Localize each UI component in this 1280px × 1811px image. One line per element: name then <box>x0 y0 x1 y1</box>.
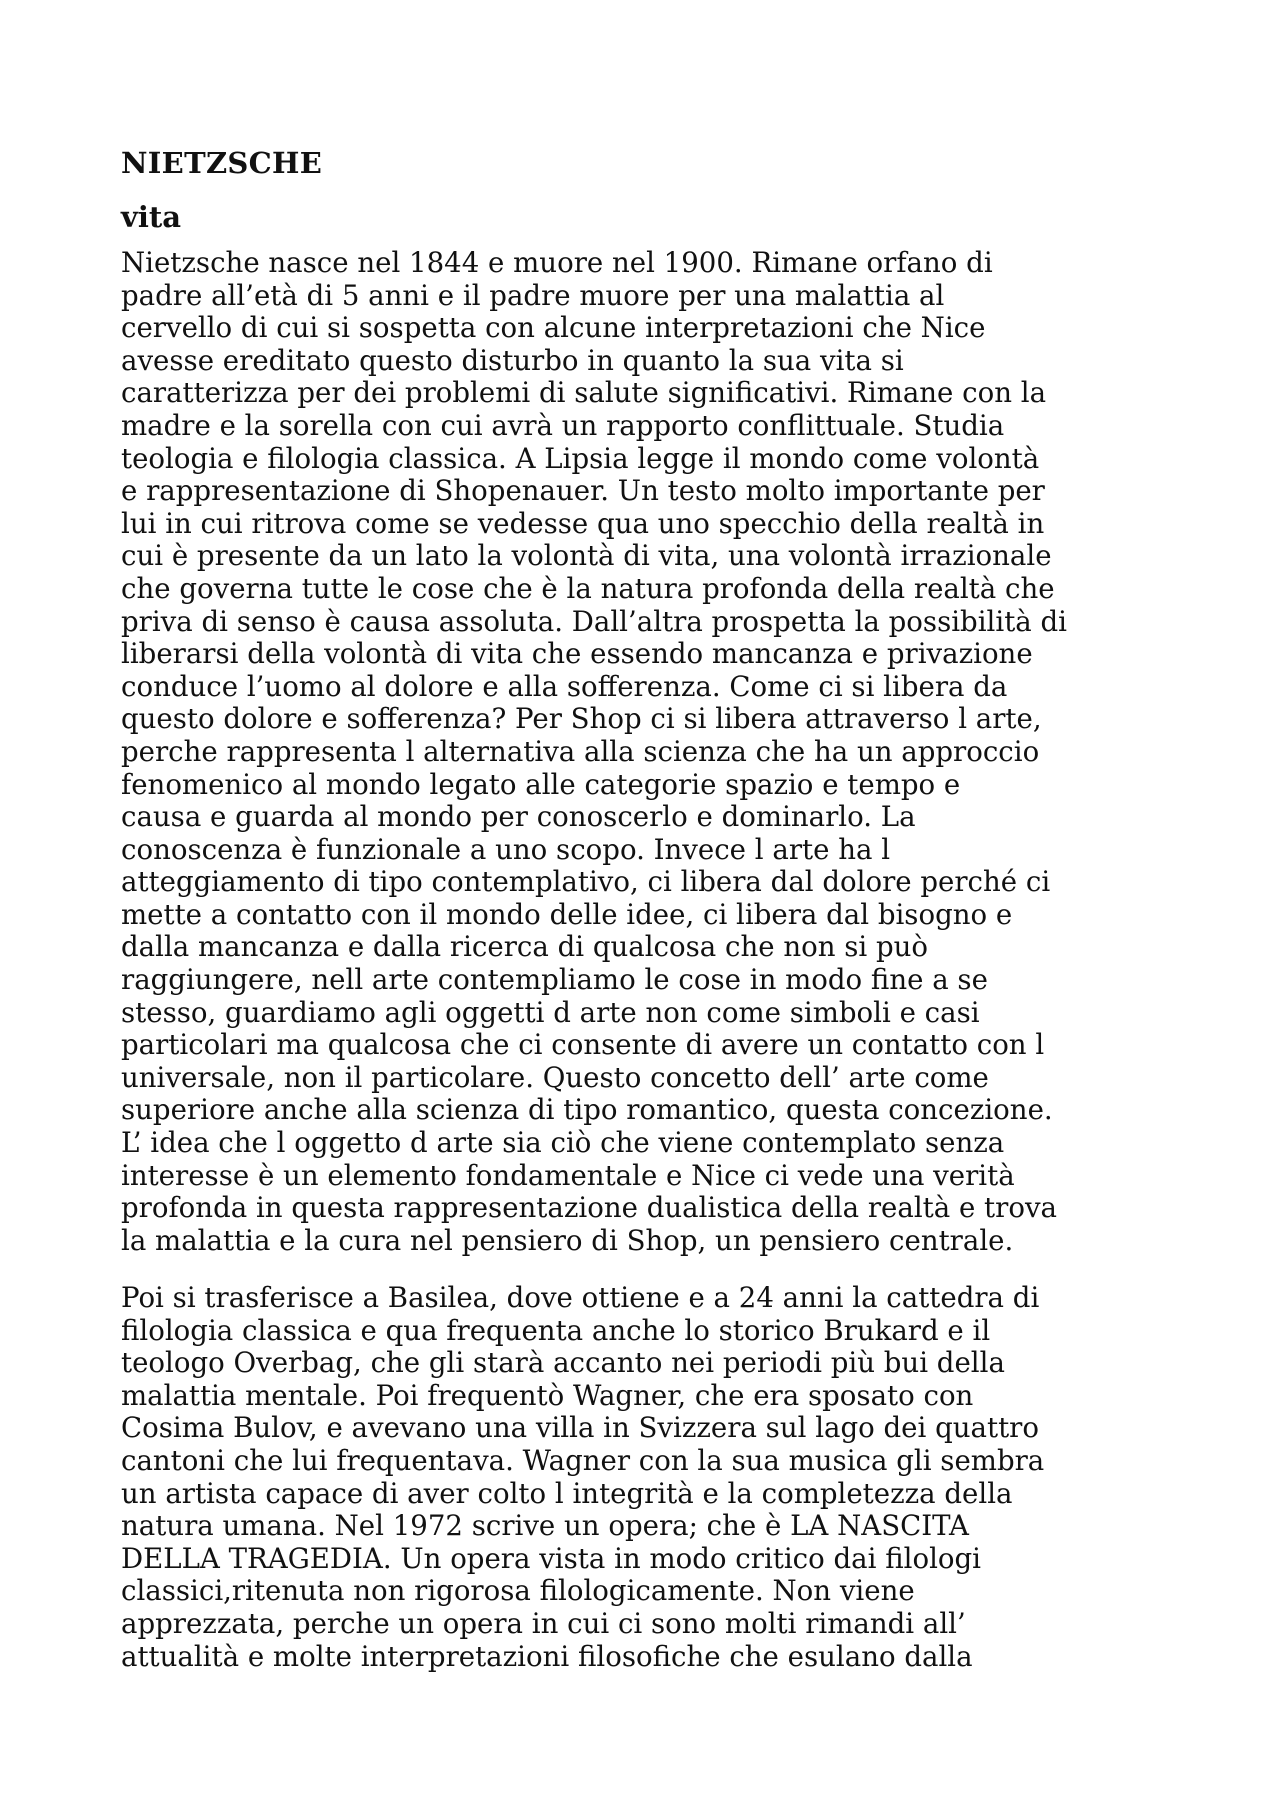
document-page <box>121 0 1166 1811</box>
text-line: conduce l’uomo al dolore e alla sofferenza. Come ci si libera da <box>121 669 1008 703</box>
text-line: avesse ereditato questo disturbo in quanto la sua vita si <box>121 343 904 377</box>
text-line: e rappresentazione di Shopenauer. Un testo molto importante per <box>121 474 1045 508</box>
document-title: NIETZSCHE <box>121 146 323 180</box>
text-line: Poi si trasferisce a Basilea, dove ottiene e a 24 anni la cattedra di <box>121 1281 1040 1314</box>
text-line: superiore anche alla scienza di tipo romantico, questa concezione. <box>121 1093 1053 1127</box>
text-line: profonda in questa rappresentazione dualistica della realtà e trova <box>121 1191 1057 1225</box>
text-line: liberarsi della volontà di vita che essendo mancanza e privazione <box>121 637 1033 671</box>
text-line: interesse è un elemento fondamentale e Nice ci vede una verità <box>121 1158 1015 1192</box>
text-line: dalla mancanza e dalla ricerca di qualcosa che non si può <box>121 930 929 964</box>
section-heading: vita <box>121 200 182 234</box>
text-line: cervello di cui si sospetta con alcune interpretazioni che Nice <box>121 311 986 345</box>
text-line: fenomenico al mondo legato alle categorie spazio e tempo e <box>121 767 961 801</box>
text-line: particolari ma qualcosa che ci consente di avere un contatto con l <box>121 1028 1045 1062</box>
text-line: natura umana. Nel 1972 scrive un opera; che è LA NASCITA <box>121 1509 969 1543</box>
text-line: priva di senso è causa assoluta. Dall’altra prospetta la possibilità di <box>121 604 1067 638</box>
text-line: filologia classica e qua frequenta anche lo storico Brukard e il <box>121 1313 991 1347</box>
text-line: che governa tutte le cose che è la natura profonda della realtà che <box>121 571 1055 605</box>
text-line: madre e la sorella con cui avrà un rapporto conflittuale. Studia <box>121 408 1005 442</box>
text-line: universale, non il particolare. Questo concetto dell’ arte come <box>121 1060 989 1094</box>
text-line: lui in cui ritrova come se vedesse qua uno specchio della realtà in <box>121 506 1045 540</box>
text-line: perche rappresenta l alternativa alla scienza che ha un approccio <box>121 734 1040 768</box>
text-line: DELLA TRAGEDIA. Un opera vista in modo critico dai filologi <box>121 1541 982 1575</box>
text-line: teologia e filologia classica. A Lipsia legge il mondo come volontà <box>121 441 1040 475</box>
text-line: L’ idea che l oggetto d arte sia ciò che viene contemplato senza <box>121 1126 1005 1160</box>
text-line: causa e guarda al mondo per conoscerlo e dominarlo. La <box>121 800 916 834</box>
text-line: classici,ritenuta non rigorosa filologicamente. Non viene <box>121 1574 915 1608</box>
text-line: atteggiamento di tipo contemplativo, ci libera dal dolore perché ci <box>121 865 1051 899</box>
text-line: cantoni che lui frequentava. Wagner con la sua musica gli sembra <box>121 1443 1045 1477</box>
text-line: stesso, guardiamo agli oggetti d arte non come simboli e casi <box>121 995 980 1029</box>
text-line: attualità e molte interpretazioni filosofiche che esulano dalla <box>121 1639 973 1673</box>
text-line: padre all’età di 5 anni e il padre muore per una malattia al <box>121 278 945 312</box>
text-line: la malattia e la cura nel pensiero di Shop, un pensiero centrale. <box>121 1223 1014 1257</box>
paragraph-2 <box>121 1282 1166 1673</box>
text-line: cui è presente da un lato la volontà di vita, una volontà irrazionale <box>121 539 1052 573</box>
text-line: un artista capace di aver colto l integrità e la completezza della <box>121 1476 1013 1510</box>
text-line: Nietzsche nasce nel 1844 e muore nel 1900. Rimane orfano di <box>121 246 993 279</box>
text-line: malattia mentale. Poi frequentò Wagner, che era sposato con <box>121 1378 974 1412</box>
text-line: questo dolore e sofferenza? Per Shop ci si libera attraverso l arte, <box>121 702 1042 736</box>
paragraph-1 <box>121 247 1166 1257</box>
text-line: Cosima Bulov, e avevano una villa in Svizzera sul lago dei quattro <box>121 1411 1039 1445</box>
text-line: mette a contatto con il mondo delle idee, ci libera dal bisogno e <box>121 897 1013 931</box>
text-line: apprezzata, perche un opera in cui ci sono molti rimandi all’ <box>121 1606 966 1640</box>
text-line: conoscenza è funzionale a uno scopo. Invece l arte ha l <box>121 832 891 866</box>
text-line: caratterizza per dei problemi di salute significativi. Rimane con la <box>121 376 1047 410</box>
text-line: raggiungere, nell arte contempliamo le cose in modo fine a se <box>121 963 988 997</box>
text-line: teologo Overbag, che gli starà accanto nei periodi più bui della <box>121 1346 1005 1380</box>
